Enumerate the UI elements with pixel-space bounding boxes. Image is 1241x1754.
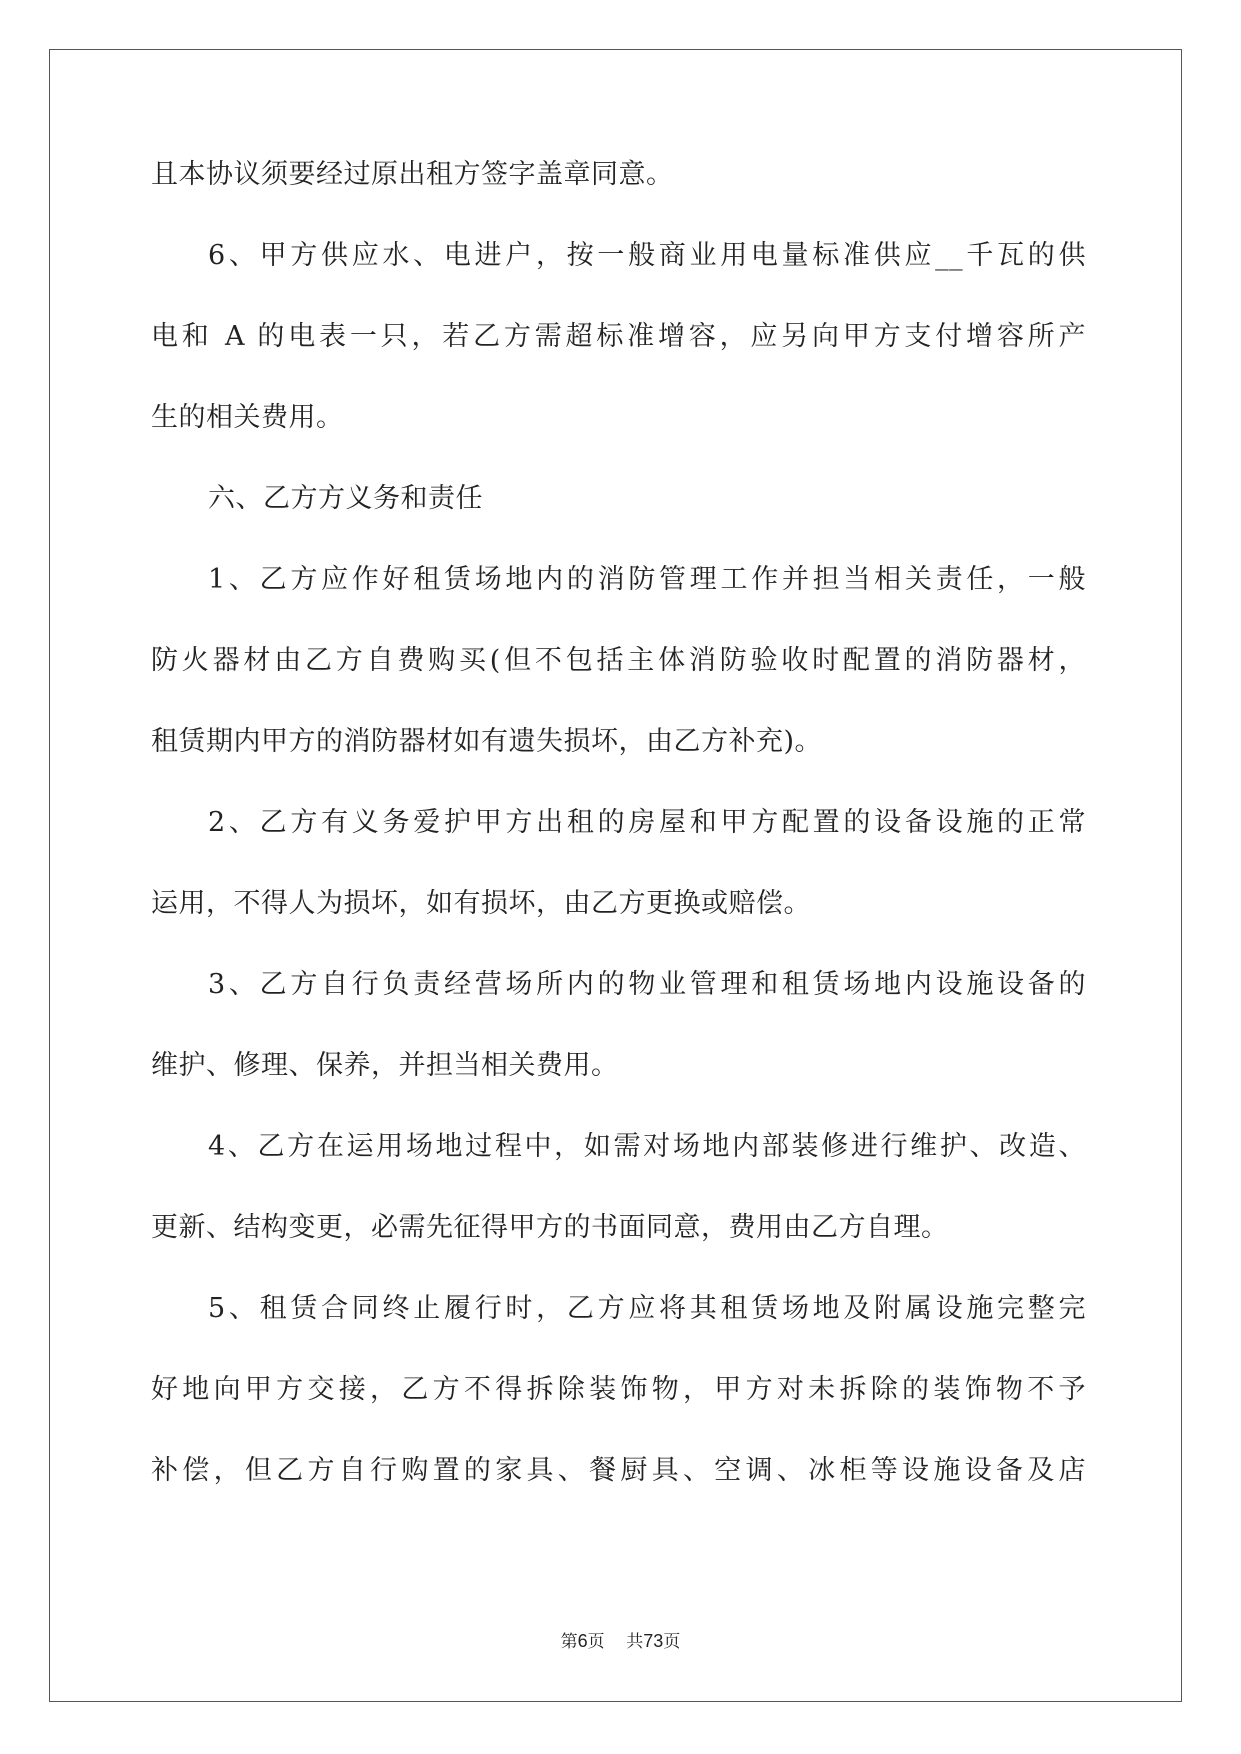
text-line: 生的相关费用。 — [151, 402, 344, 433]
page-label-prefix: 第 — [560, 1632, 578, 1652]
paragraph-start-line: 2、乙方有义务爱护甲方出租的房屋和甲方配置的设备设施的正常 — [208, 807, 1086, 838]
text-line: 且本协议须要经过原出租方签字盖章同意。 — [151, 159, 674, 190]
total-label-suffix: 页 — [663, 1632, 681, 1652]
paragraph-start-line: 4、乙方在运用场地过程中，如需对场地内部装修进行维护、改造、 — [208, 1131, 1086, 1162]
text-line: 补偿，但乙方自行购置的家具、餐厨具、空调、冰柜等设施设备及店 — [151, 1455, 1086, 1486]
paragraph-start-line: 1、乙方应作好租赁场地内的消防管理工作并担当相关责任，一般 — [208, 564, 1086, 595]
document-body — [151, 155, 1086, 1532]
text-line: 运用，不得人为损坏，如有损坏，由乙方更换或赔偿。 — [151, 888, 811, 919]
page-number: 6 — [577, 1631, 588, 1651]
page-label-suffix: 页 — [587, 1632, 605, 1652]
text-line: 好地向甲方交接，乙方不得拆除装饰物，甲方对未拆除的装饰物不予 — [151, 1374, 1086, 1405]
text-line: 维护、修理、保养，并担当相关费用。 — [151, 1050, 619, 1081]
text-line: 电和 A 的电表一只，若乙方需超标准增容，应另向甲方支付增容所产 — [151, 321, 1086, 352]
paragraph-start-line: 3、乙方自行负责经营场所内的物业管理和租赁场地内设施设备的 — [208, 969, 1086, 1000]
text-line: 更新、结构变更，必需先征得甲方的书面同意，费用由乙方自理。 — [151, 1212, 949, 1243]
text-line: 租赁期内甲方的消防器材如有遗失损坏，由乙方补充)。 — [151, 726, 823, 757]
paragraph-start-line: 6、甲方供应水、电进户，按一般商业用电量标准供应__千瓦的供 — [208, 240, 1086, 271]
total-pages: 73 — [643, 1631, 664, 1651]
section-heading: 六、乙方方义务和责任 — [208, 483, 483, 514]
text-line: 防火器材由乙方自费购买(但不包括主体消防验收时配置的消防器材， — [151, 645, 1086, 676]
paragraph-start-line: 5、租赁合同终止履行时，乙方应将其租赁场地及附属设施完整完 — [208, 1293, 1086, 1324]
page-footer — [0, 1627, 1241, 1652]
total-label-prefix: 共 — [626, 1632, 644, 1652]
